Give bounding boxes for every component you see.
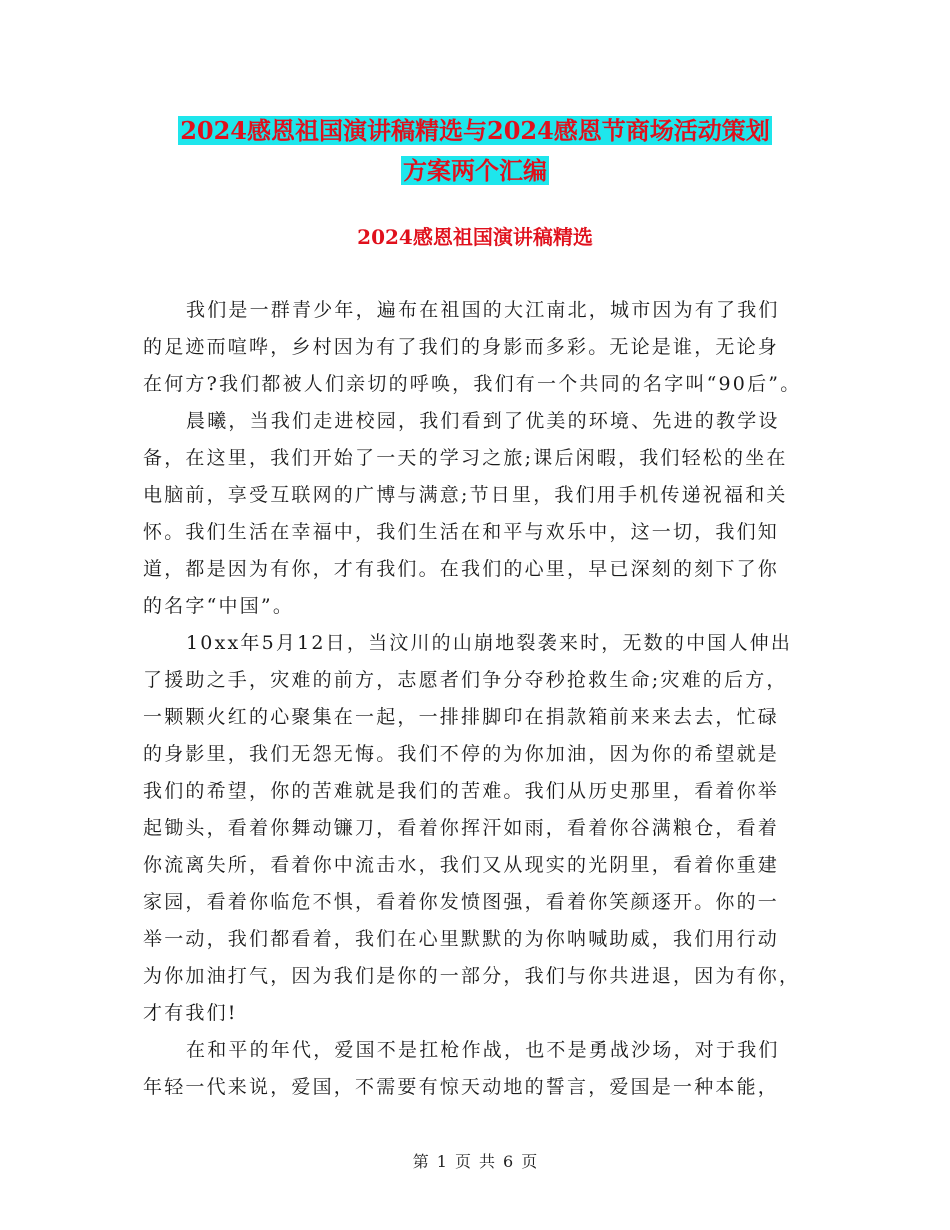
footer-gong: 共	[479, 1152, 496, 1171]
body-line: 才有我们!	[143, 1002, 238, 1024]
body-line: 怀。我们生活在幸福中，我们生活在和平与欢乐中，这一切，我们知	[143, 521, 780, 543]
body-line: 年轻一代来说，爱国，不需要有惊天动地的誓言，爱国是一种本能，	[143, 1076, 780, 1098]
body-line: 我们是一群青少年，遍布在祖国的大江南北，城市因为有了我们	[186, 299, 780, 321]
section-heading: 2024感恩祖国演讲稿精选	[357, 225, 593, 249]
footer-di: 第	[412, 1152, 429, 1171]
body-line: 起锄头，看着你舞动镰刀，看着你挥汗如雨，看着你谷满粮仓，看着	[143, 817, 780, 839]
body-line: 了援助之手，灾难的前方，志愿者们争分夺秒抢救生命;灾难的后方，	[143, 669, 788, 691]
body-line: 我们的希望，你的苦难就是我们的苦难。我们从历史那里，看着你举	[143, 780, 780, 802]
body-line: 你流离失所，看着你中流击水，我们又从现实的光阴里，看着你重建	[143, 854, 780, 876]
body-line: 家园，看着你临危不惧，看着你发愤图强，看着你笑颜逐开。你的一	[143, 891, 780, 913]
body-line: 在和平的年代，爱国不是扛枪作战，也不是勇战沙场，对于我们	[186, 1039, 780, 1061]
footer-ye: 页	[454, 1152, 471, 1171]
title-line-1	[0, 112, 950, 150]
page-footer	[0, 1150, 950, 1174]
footer-ye2: 页	[521, 1152, 538, 1171]
title-highlight-1: 2024感恩祖国演讲稿精选与2024感恩节商场活动策划	[180, 116, 770, 145]
body-line: 晨曦，当我们走进校园，我们看到了优美的环境、先进的教学设	[186, 410, 780, 432]
body-line: 一颗颗火红的心聚集在一起，一排排脚印在捐款箱前来来去去，忙碌	[143, 706, 780, 728]
body-line: 的名字“中国”。	[143, 595, 295, 617]
total-pages: 6	[503, 1152, 514, 1171]
body-line: 备，在这里，我们开始了一天的学习之旅;课后闲暇，我们轻松的坐在	[143, 447, 788, 469]
body-line: 为你加油打气，因为我们是你的一部分，我们与你共进退，因为有你，	[143, 965, 801, 987]
title-highlight-2: 方案两个汇编	[403, 156, 547, 185]
body-line: 举一动，我们都看着，我们在心里默默的为你呐喊助威，我们用行动	[143, 928, 780, 950]
body-line: 在何方?我们都被人们亲切的呼唤，我们有一个共同的名字叫“90后”。	[143, 373, 802, 395]
title-line-2	[0, 152, 950, 190]
page-number: 1	[436, 1152, 447, 1171]
body-line: 的身影里，我们无怨无悔。我们不停的为你加油，因为你的希望就是	[143, 743, 780, 765]
body-line: 10xx年5月12日，当汶川的山崩地裂袭来时，无数的中国人伸出	[186, 632, 793, 654]
body-line: 道，都是因为有你，才有我们。在我们的心里，早已深刻的刻下了你	[143, 558, 780, 580]
body-line: 的足迹而喧哗，乡村因为有了我们的身影而多彩。无论是谁，无论身	[143, 336, 780, 358]
body-line: 电脑前，享受互联网的广博与满意;节日里，我们用手机传递祝福和关	[143, 484, 788, 506]
